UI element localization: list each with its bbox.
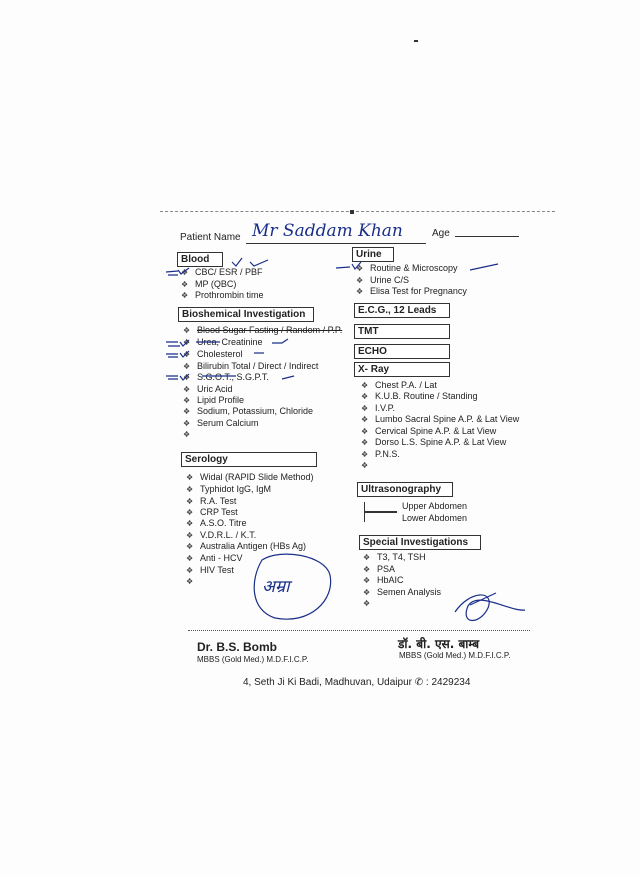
serology-item: ❖ CRP Test xyxy=(186,507,238,517)
serology-item: ❖ Anti - HCV xyxy=(186,553,243,563)
serology-item: ❖ HIV Test xyxy=(186,565,234,575)
patient-name-underline xyxy=(246,243,426,244)
lower-abdomen-box xyxy=(364,512,397,522)
xray-item: ❖ K.U.B. Routine / Standing xyxy=(361,391,478,401)
biochem-item: ❖ Bilirubin Total / Direct / Indirect xyxy=(183,361,319,371)
biochem-item: ❖ Lipid Profile xyxy=(183,395,245,405)
serology-item: ❖ V.D.R.L. / K.T. xyxy=(186,530,257,540)
biochem-item: ❖ Blood Sugar Fasting / Random / P.P. xyxy=(183,325,343,335)
urine-item: ❖ Urine C/S xyxy=(356,275,410,285)
serology-item: ❖ Widal (RAPID Slide Method) xyxy=(186,472,314,482)
xray-header: X- Ray xyxy=(354,362,450,377)
blood-item-mp: ❖ MP (QBC) xyxy=(181,279,237,289)
age-label: Age xyxy=(432,228,450,239)
biochemical-header: Bioshemical Investigation xyxy=(178,307,314,322)
ultrasonography-header: Ultrasonography xyxy=(357,482,453,497)
scan-speck xyxy=(414,40,418,42)
patient-name-handwritten: Mr Saddam Khan xyxy=(252,221,403,241)
special-item: ❖ Semen Analysis xyxy=(363,587,442,597)
scan-speck xyxy=(350,210,354,214)
biochem-item: ❖ Sodium, Potassium, Chloride xyxy=(183,406,314,416)
serology-item: ❖ A.S.O. Titre xyxy=(186,518,247,528)
serology-item: ❖ Australia Antigen (HBs Ag) xyxy=(186,541,307,551)
blood-item-prothrombin: ❖ Prothrombin time xyxy=(181,290,264,300)
ecg-header: E.C.G., 12 Leads xyxy=(354,303,450,318)
biochem-item: ❖ xyxy=(183,430,191,439)
biochem-item: ❖ Cholesterol xyxy=(183,349,243,359)
doctor-qual-hi: MBBS (Gold Med.) M.D.F.I.C.P. xyxy=(399,651,511,660)
urine-header: Urine xyxy=(352,247,394,262)
age-underline xyxy=(455,236,519,237)
special-item: ❖ PSA xyxy=(363,564,396,574)
serology-header: Serology xyxy=(181,452,317,467)
serology-item: ❖ R.A. Test xyxy=(186,496,237,506)
ultrasonography-item: Lower Abdomen xyxy=(402,513,468,523)
xray-item: ❖ Chest P.A. / Lat xyxy=(361,380,437,390)
serology-item: ❖ Typhidot IgG, IgM xyxy=(186,484,272,494)
special-item: ❖ T3, T4, TSH xyxy=(363,552,426,562)
tmt-header: TMT xyxy=(354,324,450,339)
biochem-item: ❖ Uric Acid xyxy=(183,384,233,394)
patient-name-label: Patient Name xyxy=(180,232,241,243)
address: 4, Seth Ji Ki Badi, Madhuvan, Udaipur ✆ : 2429234 xyxy=(243,677,471,688)
serology-item: ❖ xyxy=(186,577,194,586)
urine-item: ❖ Routine & Microscopy xyxy=(356,263,458,273)
xray-item: ❖ Dorso L.S. Spine A.P. & Lat View xyxy=(361,437,507,447)
stamp-handwritten: अम्रा xyxy=(262,577,290,597)
biochem-item: ❖ Urea, Creatinine xyxy=(183,337,263,347)
xray-item: ❖ Cervical Spine A.P. & Lat View xyxy=(361,426,497,436)
footer-dotted-line xyxy=(188,630,530,631)
special-header: Special Investigations xyxy=(359,535,481,550)
echo-header: ECHO xyxy=(354,344,450,359)
special-item: ❖ xyxy=(363,599,371,608)
biochem-item: ❖ S.G.O.T., S.G.P.T. xyxy=(183,372,269,382)
xray-item: ❖ P.N.S. xyxy=(361,449,400,459)
xray-item: ❖ I.V.P. xyxy=(361,403,396,413)
doctor-name-hi: डॉ. बी. एस. बाम्ब xyxy=(398,637,480,651)
biochem-item: ❖ Serum Calcium xyxy=(183,418,259,428)
doctor-name-en: Dr. B.S. Bomb xyxy=(197,640,278,654)
blood-header: Blood xyxy=(177,252,223,267)
doctor-qual-en: MBBS (Gold Med.) M.D.F.I.C.P. xyxy=(197,655,309,664)
special-item: ❖ HbAIC xyxy=(363,575,404,585)
xray-item: ❖ Lumbo Sacral Spine A.P. & Lat View xyxy=(361,414,520,424)
ultrasonography-item: Upper Abdomen xyxy=(402,501,468,511)
perforation-line xyxy=(160,211,555,212)
upper-abdomen-box xyxy=(364,502,397,512)
urine-item: ❖ Elisa Test for Pregnancy xyxy=(356,286,467,296)
blood-item-cbc: ❖ CBC/ ESR / PBF xyxy=(181,267,263,277)
xray-item: ❖ xyxy=(361,461,369,470)
